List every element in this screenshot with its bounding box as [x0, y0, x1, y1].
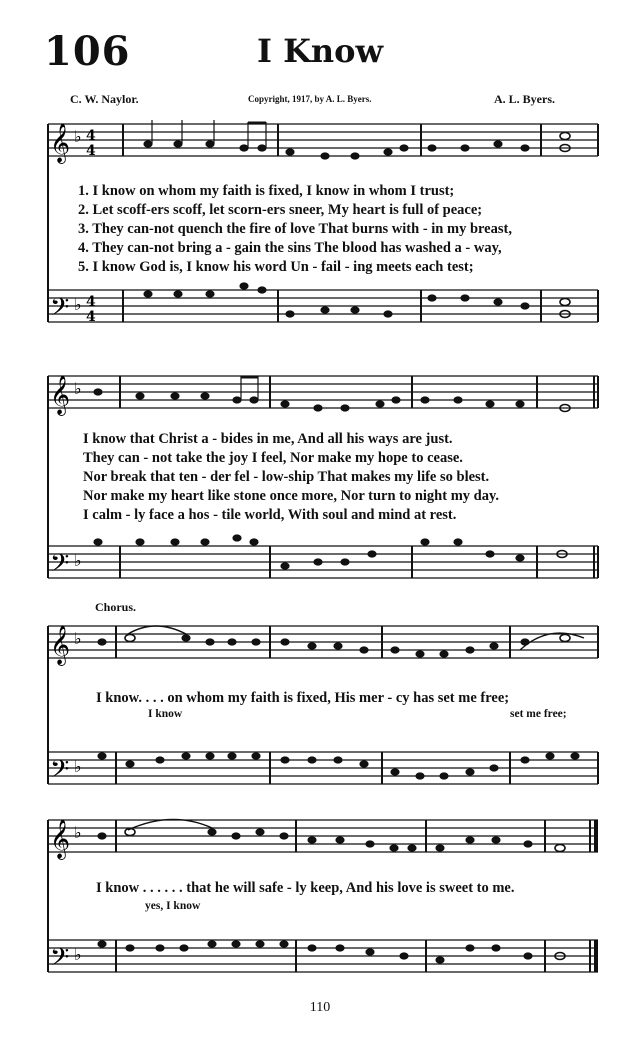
- svg-text:𝄢: 𝄢: [50, 549, 70, 584]
- verse-1-line-2: I know that Christ a - bides in me, And all his ways are just.: [83, 431, 453, 447]
- svg-text:4: 4: [86, 143, 96, 159]
- verse-4-line-1: 4. They can-not bring a - gain the sins The blood has washed a - way,: [78, 240, 502, 256]
- svg-text:𝄞: 𝄞: [50, 375, 71, 415]
- chorus-echo-yes-i-know: yes, I know: [145, 900, 201, 912]
- svg-text:♭: ♭: [74, 823, 82, 842]
- svg-text:♭: ♭: [74, 295, 82, 314]
- svg-text:𝄞: 𝄞: [50, 819, 71, 859]
- verse-4-line-2: Nor make my heart like stone once more, Nor turn to night my day.: [83, 488, 500, 504]
- svg-text:♭: ♭: [74, 757, 82, 776]
- verse-3-line-2: Nor break that ten - der fel - low-ship That makes my life so blest.: [83, 469, 490, 485]
- lyricist-credit: C. W. Naylor.: [70, 92, 139, 106]
- verse-3-line-1: 3. They can-not quench the fire of love That burns with - in my breast,: [78, 221, 512, 237]
- verse-lyrics-system-2: [83, 430, 499, 525]
- svg-text:4: 4: [86, 309, 96, 325]
- verse-1-line-1: 1. I know on whom my faith is fixed, I know in whom I trust;: [78, 183, 455, 199]
- copyright-notice: Copyright, 1917, by A. L. Byers.: [248, 94, 372, 104]
- svg-text:♭: ♭: [74, 551, 82, 570]
- svg-text:♭: ♭: [74, 629, 82, 648]
- svg-text:4: 4: [86, 294, 96, 310]
- svg-text:♭: ♭: [74, 945, 82, 964]
- verse-5-line-1: 5. I know God is, I know his word Un - fail - ing meets each test;: [78, 259, 474, 275]
- chorus-label: Chorus.: [95, 600, 137, 614]
- verse-5-line-2: I calm - ly face a hos - tile world, With soul and mind at rest.: [83, 507, 457, 523]
- svg-text:𝄞: 𝄞: [50, 625, 71, 665]
- svg-text:𝄢: 𝄢: [50, 943, 70, 978]
- chorus-lyric-line-2: I know . . . . . . that he will safe - ly keep, And his love is sweet to me.: [96, 880, 515, 896]
- svg-text:4: 4: [86, 128, 96, 144]
- svg-text:𝄢: 𝄢: [50, 755, 70, 790]
- verse-2-line-1: 2. Let scoff-ers scoff, let scorn-ers sneer, My heart is full of peace;: [78, 202, 483, 218]
- chorus-lyric-line-1: I know. . . . on whom my faith is fixed, His mer - cy has set me free;: [96, 690, 510, 706]
- composer-credit: A. L. Byers.: [494, 92, 555, 106]
- svg-text:𝄞: 𝄞: [50, 123, 71, 163]
- svg-text:♭: ♭: [74, 127, 82, 146]
- hymn-number: 106: [44, 28, 131, 75]
- chorus-echo-i-know: I know: [148, 708, 183, 720]
- page-number: 110: [309, 1000, 331, 1015]
- chorus-echo-set-me-free: set me free;: [510, 708, 567, 720]
- hymn-title: I Know: [256, 32, 384, 70]
- svg-text:♭: ♭: [74, 379, 82, 398]
- verse-lyrics-system-1: [78, 182, 512, 277]
- chorus-system-2-music: [0, 808, 640, 993]
- verse-2-line-2: They can - not take the joy I feel, Nor make my hope to cease.: [83, 450, 463, 466]
- svg-text:𝄢: 𝄢: [50, 293, 70, 328]
